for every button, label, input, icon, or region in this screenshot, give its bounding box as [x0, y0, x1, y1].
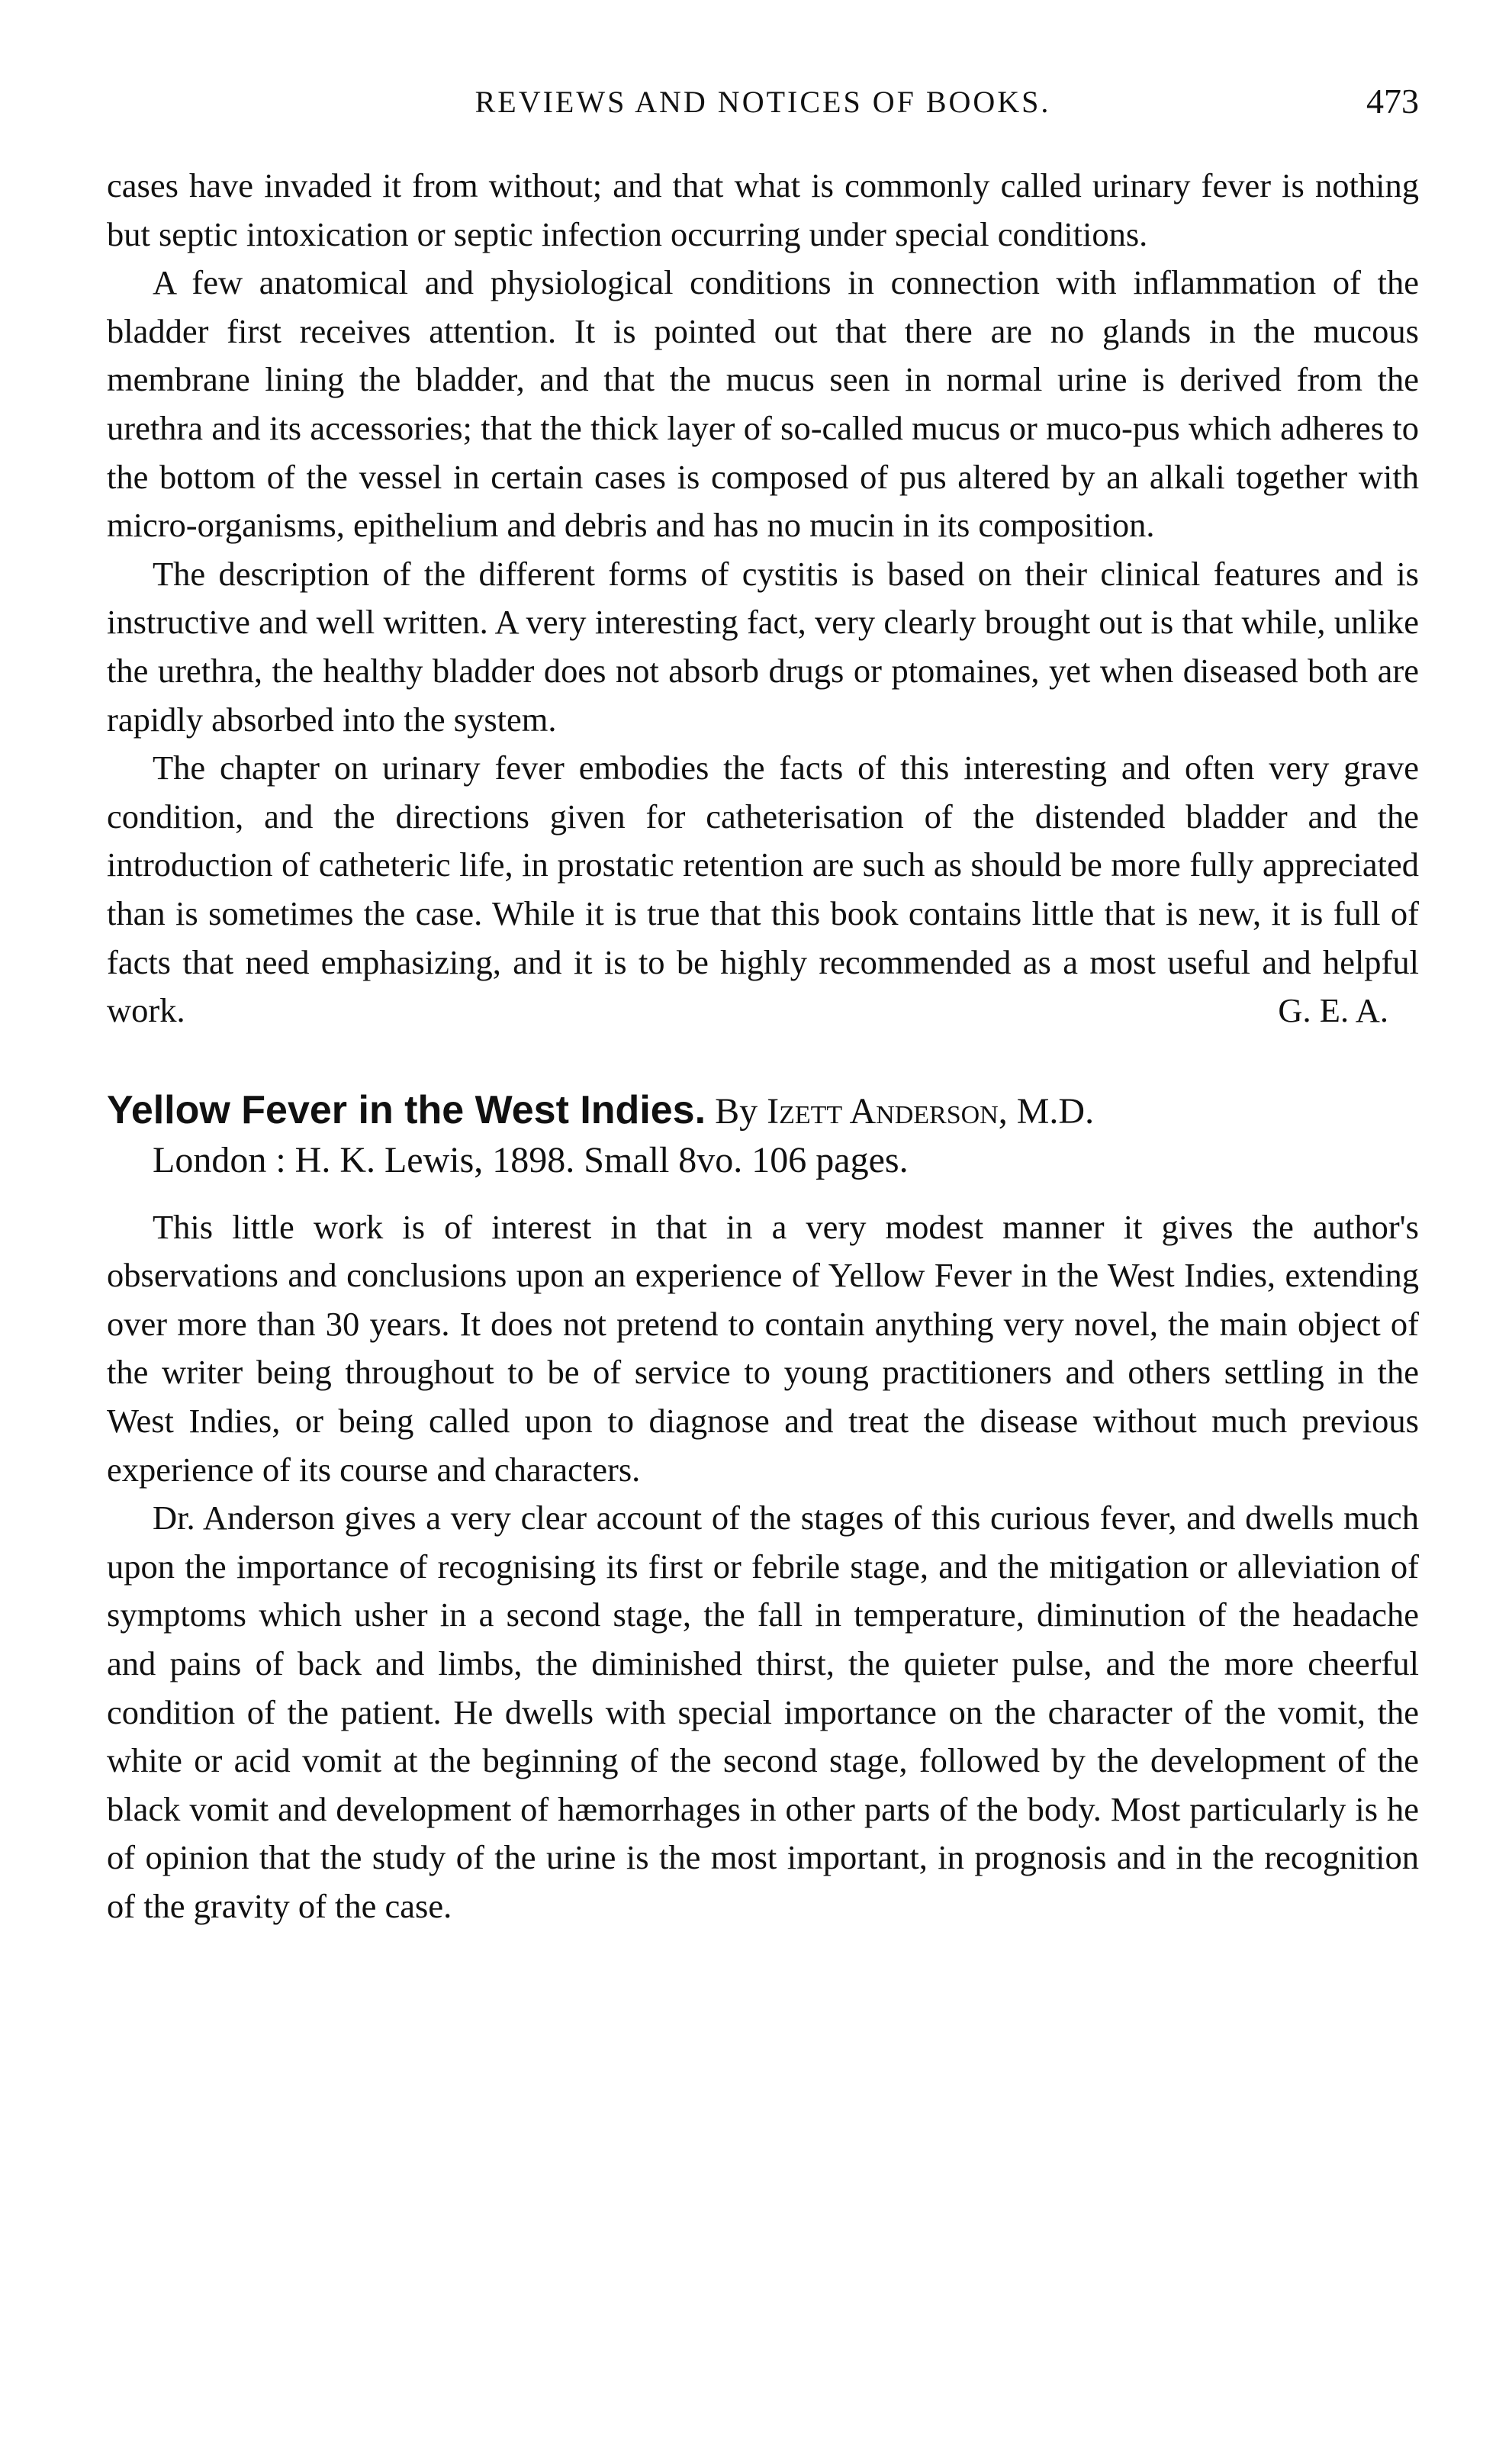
paragraph: The chapter on urinary fever embodies the facts of this interesting and often very grave condition, and the directions given for catheterisation of the distended bladder and the introduction of catheteric life, in prostatic retention are such as should be more fully appreciated than is sometimes the case. While it is true that this book contains little that is new, it is full of facts that need emphasizing, and it is to be highly recommended as a most useful and helpful work.	[107, 749, 1419, 1030]
paragraph: cases have invaded it from without; and that what is commonly called urinary fever is nothing but septic intoxication or septic infection occurring under special conditions.	[107, 166, 1419, 253]
review-body	[107, 1203, 1419, 1931]
page-number: 473	[1366, 82, 1419, 121]
review-heading	[107, 1086, 1419, 1185]
paragraph: The description of the different forms of cystitis is based on their clinical features and is instructive and well written. A very interesting fact, very clearly brought out is that while, unlike the urethra, the healthy bladder does not absorb drugs or ptomaines, yet when diseased both are rapidly absorbed into the system.	[107, 554, 1419, 739]
paragraph: A few anatomical and physiological conditions in connection with inflammation of the bladder first receives attention. It is pointed out that there are no glands in the mucous membrane lining the bladder, and that the mucus seen in normal urine is derived from the urethra and its accessories; that the thick layer of so-called mucus or muco-pus which adheres to the bottom of the vessel in certain cases is composed of pus altered by an alkali together with micro-organisms, epithelium and debris and has no mucin in its composition.	[107, 263, 1419, 545]
reviewer-signature: G. E. A.	[1278, 991, 1388, 1030]
review-continued	[107, 162, 1419, 1035]
running-header	[107, 76, 1419, 137]
book-title: Yellow Fever in the West Indies.	[107, 1087, 706, 1132]
publication-details: London : H. K. Lewis, 1898. Small 8vo. 106 pages.	[153, 1139, 909, 1180]
paragraph: This little work is of interest in that in a very modest manner it gives the author's observations and conclusions upon an experience of Yellow Fever in the West Indies, extending over more than 30 years. It does not pretend to contain anything very novel, the main object of the writer being throughout to be of service to young practitioners and others settling in the West Indies, or being called upon to diagnose and treat the disease without much previous experience of its course and characters.	[107, 1207, 1419, 1489]
book-page	[107, 76, 1419, 1931]
by-label: By	[715, 1090, 758, 1132]
book-author: Izett Anderson, M.D.	[767, 1090, 1095, 1132]
paragraph: Dr. Anderson gives a very clear account of the stages of this curious fever, and dwells much upon the importance of recognising its first or febrile stage, and the mitigation or alleviation of symptoms which usher in a second stage, the fall in temperature, diminution of the headache and pains of back and limbs, the diminished thirst, the quieter pulse, and the more cheerful condition of the patient. He dwells with special importance on the character of the vomit, the white or acid vomit at the beginning of the second stage, followed by the development of the black vomit and development of hæmorrhages in other parts of the body. Most particularly is he of opinion that the study of the urine is the most important, in prognosis and in the recognition of the gravity of the case.	[107, 1499, 1419, 1925]
running-title: REVIEWS AND NOTICES OF BOOKS.	[475, 85, 1051, 119]
